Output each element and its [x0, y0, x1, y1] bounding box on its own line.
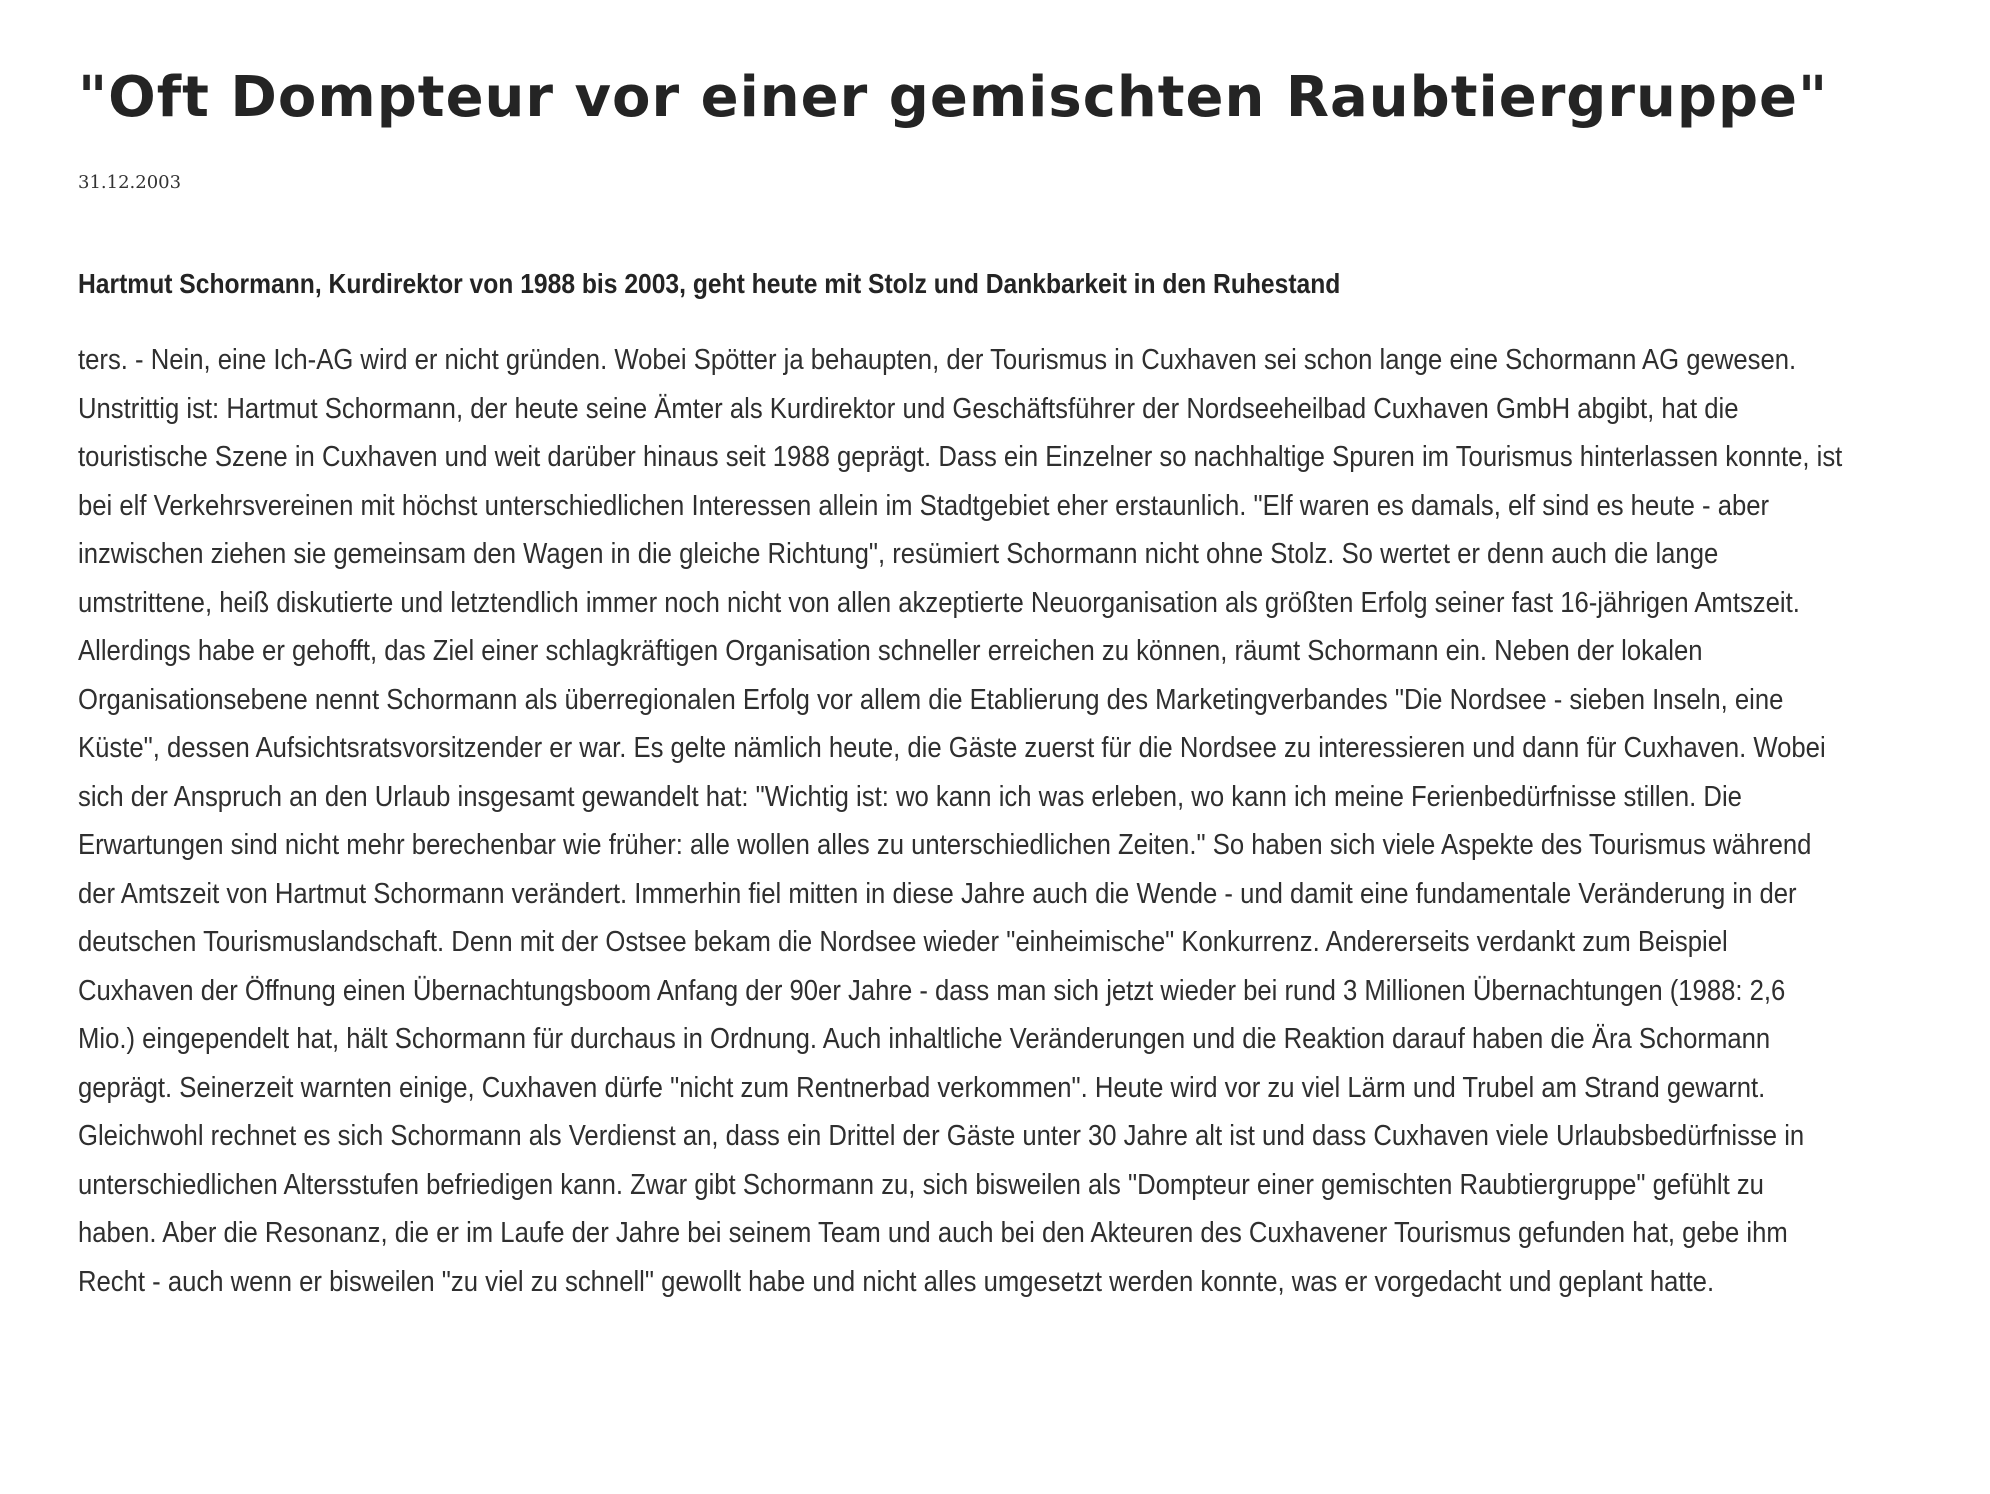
article-title: "Oft Dompteur vor einer gemischten Raubtiergruppe" [78, 65, 1829, 130]
article-subtitle: Hartmut Schormann, Kurdirektor von 1988 bis 2003, geht heute mit Stolz und Dankbarkeit in den Ruhestand [78, 268, 1341, 299]
article-date: 31.12.2003 [78, 172, 182, 193]
article [78, 48, 1843, 1306]
article-body: ters. - Nein, eine Ich-AG wird er nicht gründen. Wobei Spötter ja behaupten, der Tourismus in Cuxhaven sei schon lange eine Schormann AG gewesen. Unstrittig ist: Hartmut Schormann, der heute seine Ämter als Kurdirektor und Geschäftsführer der Nordseeheilbad Cuxhaven GmbH abgibt, hat die touristische Szene in Cuxhaven und weit darüber hinaus seit 1988 geprägt. Dass ein Einzelner so nachhaltige Spuren im Tourismus hinterlassen konnte, ist bei elf Verkehrsvereinen mit höchst unterschiedlichen Interessen allein im Stadtgebiet eher erstaunlich. "Elf waren es damals, elf sind es heute - aber inzwischen ziehen sie gemeinsam den Wagen in die gleiche Richtung", resümiert Schormann nicht ohne Stolz. So wertet er denn auch die lange umstrittene, heiß diskutierte und letztendlich immer noch nicht von allen akzeptierte Neuorganisation als größten Erfolg seiner fast 16-jährigen Amtszeit. Allerdings habe er gehofft, das Ziel einer schlagkräftigen Organisation schneller erreichen zu können, räumt Schormann ein. Neben der lokalen Organisationsebene nennt Schormann als überregionalen Erfolg vor allem die Etablierung des Marketingverbandes "Die Nordsee - sieben Inseln, eine Küste", dessen Aufsichtsratsvorsitzender er war. Es gelte nämlich heute, die Gäste zuerst für die Nordsee zu interessieren und dann für Cuxhaven. Wobei sich der Anspruch an den Urlaub insgesamt gewandelt hat: "Wichtig ist: wo kann ich was erleben, wo kann ich meine Ferienbedürfnisse stillen. Die Erwartungen sind nicht mehr berechenbar wie früher: alle wollen alles zu unterschiedlichen Zeiten." So haben sich viele Aspekte des Tourismus während der Amtszeit von Hartmut Schormann verändert. Immerhin fiel mitten in diese Jahre auch die Wende - und damit eine fundamentale Veränderung in der deutschen Tourismuslandschaft. Denn mit der Ostsee bekam die Nordsee wieder "einheimische" Konkurrenz. Andererseits verdankt zum Beispiel Cuxhaven der Öffnung einen Übernachtungsboom Anfang der 90er Jahre - dass man sich jetzt wieder bei rund 3 Millionen Übernachtungen (1988: 2,6 Mio.) eingependelt hat, hält Schormann für durchaus in Ordnung. Auch inhaltliche Veränderungen und die Reaktion darauf haben die Ära Schormann geprägt. Seinerzeit warnten einige, Cuxhaven dürfe "nicht zum Rentnerbad verkommen". Heute wird vor zu viel Lärm und Trubel am Strand gewarnt. Gleichwohl rechnet es sich Schormann als Verdienst an, dass ein Drittel der Gäste unter 30 Jahre alt ist und dass Cuxhaven viele Urlaubsbedürfnisse in unterschiedlichen Altersstufen befriedigen kann. Zwar gibt Schormann zu, sich bisweilen als "Dompteur einer gemischten Raubtiergruppe" gefühlt zu haben. Aber die Resonanz, die er im Laufe der Jahre bei seinem Team und auch bei den Akteuren des Cuxhavener Tourismus gefunden hat, gebe ihm Recht - auch wenn er bisweilen "zu viel zu schnell" gewollt habe und nicht alles umgesetzt werden konnte, was er vorgedacht und geplant hatte. [78, 344, 1843, 1298]
